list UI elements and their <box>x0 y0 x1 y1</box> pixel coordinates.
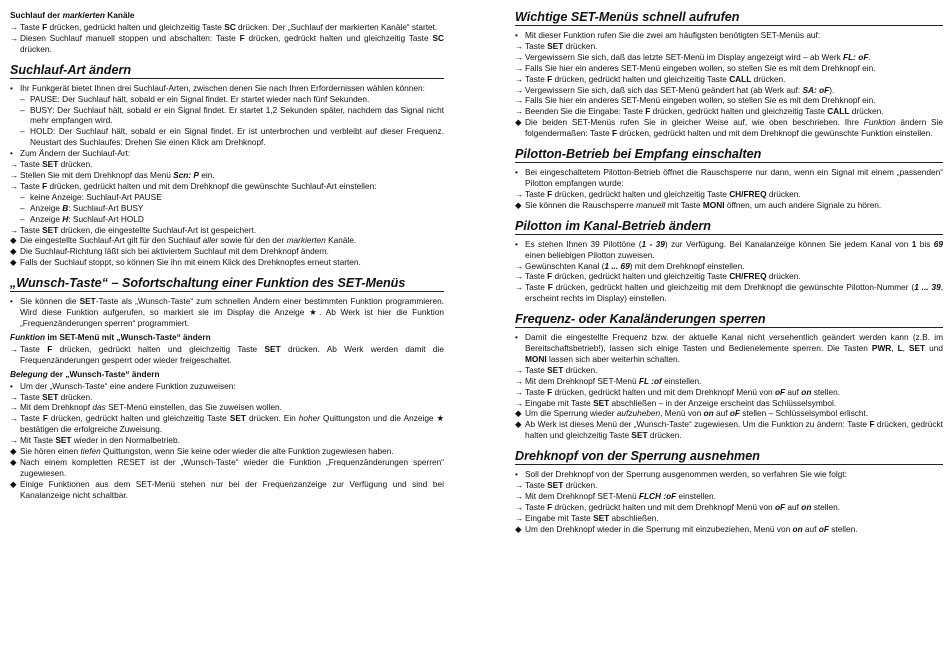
bullet-icon: • <box>515 30 518 40</box>
bullet-icon: • <box>10 296 13 307</box>
item-text: Soll der Drehknopf von der Sperrung ausgenommen werden, so verfahren Sie wie folgt: <box>525 469 847 480</box>
item-text: Zum Ändern der Suchlauf-Art: <box>20 148 131 159</box>
arrow-icon: → <box>515 397 524 408</box>
arrow-step <box>10 344 444 366</box>
arrow-step <box>10 435 444 446</box>
arrow-step <box>515 398 943 409</box>
arrow-icon: → <box>515 375 524 386</box>
diamond-icon: ◆ <box>10 478 17 489</box>
item-text: HOLD: Der Suchlauf hält, sobald er ein Signal findet. Er ist unterbrochen und verbleibt auf dieser Frequenz. Neustart des Suchlaufes: Drehen Sie einen Klick am Drehknopf. <box>30 126 444 148</box>
item-text: Taste F drücken, gedrückt halten und gleichzeitig Taste SET drücken. Ein hoher Quittungston und die Anzeige ★ bestätigen die erfolgreiche Zuweisung. <box>20 413 444 435</box>
diamond-icon: ◆ <box>515 408 522 419</box>
item-text: Taste F drücken, gedrückt halten und gleichzeitig Taste CH/FREQ drücken. <box>525 271 801 282</box>
item-text: Es stehen Ihnen 39 Pilottöne (1 - 39) zur Verfügung. Bei Kanalanzeige können Sie jedem Kanal von 1 bis 69 einen beliebigen Pilotton zuweisen. <box>525 238 943 260</box>
arrow-icon: → <box>10 391 19 402</box>
arrow-icon: → <box>515 40 524 51</box>
arrow-step <box>10 413 444 435</box>
bullet-item <box>515 469 943 480</box>
item-text: Ihr Funkgerät bietet Ihnen drei Suchlauf-Arten, zwischen denen Sie nach Ihren Erfordernissen wählen können: <box>20 82 425 93</box>
arrow-step <box>10 159 444 170</box>
bullet-icon: • <box>10 148 13 159</box>
bullet-item <box>515 239 943 261</box>
item-text: Taste F drücken, gedrückt halten und mit dem Drehknopf Menü von oF auf on stellen. <box>525 386 841 397</box>
right-column <box>515 10 943 535</box>
arrow-step <box>515 491 943 502</box>
arrow-icon: → <box>515 95 524 106</box>
dash-icon: – <box>20 93 25 104</box>
note-item <box>10 246 444 257</box>
arrow-step <box>515 63 943 74</box>
bullet-item <box>515 30 943 41</box>
item-text: Falls Sie hier ein anderes SET-Menü eingeben wollen, so stellen Sie es mit dem Drehknopf ein. <box>525 62 876 73</box>
item-text: Stellen Sie mit dem Drehknopf das Menü Scn: P ein. <box>20 169 215 180</box>
item-text: PAUSE: Der Suchlauf hält, sobald er ein Signal findet. Er startet wieder nach fünf Sekunden. <box>30 93 370 104</box>
diamond-icon: ◆ <box>515 199 522 210</box>
item-text: Um der „Wunsch-Taste“ eine andere Funktion zuzuweisen: <box>20 380 236 391</box>
item-text: Gewünschten Kanal (1 ... 69) mit dem Drehknopf einstellen. <box>525 260 745 271</box>
dash-item <box>10 94 444 105</box>
arrow-icon: → <box>515 512 524 523</box>
arrow-step <box>515 513 943 524</box>
dash-icon: – <box>20 213 25 224</box>
item-text: Mit dem Drehknopf SET-Menü FL :of einstellen. <box>525 375 702 386</box>
arrow-icon: → <box>10 413 19 424</box>
item-text: Einige Funktionen aus dem SET-Menü stehen nur bei der Frequenzanzeige zur Verfügung und sind bei Kanalanzeige nicht schaltbar. <box>20 478 444 500</box>
note-item <box>515 117 943 139</box>
arrow-icon: → <box>10 169 19 180</box>
item-text: Mit dem Drehknopf das SET-Menü einstellen, das Sie zuweisen wollen. <box>20 402 282 413</box>
diamond-icon: ◆ <box>10 235 17 246</box>
item-text: Die Suchlauf-Richtung läßt sich bei aktiviertem Suchlauf mit dem Drehknopf ändern. <box>20 246 329 257</box>
bullet-item <box>10 381 444 392</box>
section-heading: Drehknopf von der Sperrung ausnehmen <box>515 449 943 465</box>
arrow-step <box>515 106 943 117</box>
arrow-icon: → <box>515 271 524 282</box>
section-heading: Suchlauf-Art ändern <box>10 63 444 79</box>
item-text: Diesen Suchlauf manuell stoppen und abschalten: Taste F drücken, gedrückt halten und gleichzeitig Taste SC drücken. <box>20 32 444 54</box>
arrow-icon: → <box>10 180 19 191</box>
item-text: Eingabe mit Taste SET abschließen. <box>525 512 659 523</box>
dash-icon: – <box>20 126 25 137</box>
arrow-step <box>10 181 444 192</box>
section-heading: Pilotton im Kanal-Betrieb ändern <box>515 219 943 235</box>
arrow-icon: → <box>515 62 524 73</box>
diamond-icon: ◆ <box>515 117 522 128</box>
dash-item <box>10 105 444 127</box>
item-text: Taste SET drücken. <box>20 159 93 170</box>
arrow-step <box>515 502 943 513</box>
arrow-step <box>515 387 943 398</box>
arrow-icon: → <box>515 260 524 271</box>
item-text: Anzeige B: Suchlauf-Art BUSY <box>30 202 144 213</box>
item-text: Taste F drücken, gedrückt halten und gleichzeitig Taste CALL drücken. <box>525 73 786 84</box>
arrow-icon: → <box>10 224 19 235</box>
note-item <box>10 235 444 246</box>
subheading: Suchlauf der markierten Kanäle <box>10 10 135 20</box>
note-item <box>515 419 943 441</box>
note-item <box>515 524 943 535</box>
arrow-step <box>515 95 943 106</box>
arrow-step <box>515 189 943 200</box>
item-text: Ab Werk ist dieses Menü der „Wunsch-Taste“ zugewiesen. Um die Funktion zu ändern: Taste F drücken, gedrückt halten und gleichzeitig Taste SET drücken. <box>525 419 943 441</box>
arrow-icon: → <box>10 159 19 170</box>
item-text: Die eingestellte Suchlauf-Art gilt für den Suchlauf aller sowie für den der markierten Kanäle. <box>20 235 357 246</box>
item-text: Beenden Sie die Eingabe: Taste F drücken, gedrückt halten und gleichzeitig Taste CALL drücken. <box>525 106 884 117</box>
arrow-icon: → <box>515 73 524 84</box>
bullet-item <box>10 148 444 159</box>
arrow-icon: → <box>515 106 524 117</box>
item-text: Damit die eingestellte Frequenz bzw. der aktuelle Kanal nicht versehentlich geändert werden kann (z.B. im Bereitschaftsbetrieb!), lassen sich einige Tasten und Bedienelemente sperren. Die Tasten PWR, L, SET und MONI lassen sich aber weiterhin schalten. <box>525 332 943 364</box>
arrow-step <box>515 41 943 52</box>
item-text: Sie können die SET-Taste als „Wunsch-Taste“ zum schnellen Ändern einer bestimmten Funktion programmieren. Wird diese Funktion aufgerufen, so markiert sie im Display die Anzeige ★. Ab Werk ist hier die Funktion „Frequenzänderungen sperren“ programmiert. <box>20 296 444 328</box>
arrow-step <box>515 480 943 491</box>
item-text: Anzeige H: Suchlauf-Art HOLD <box>30 213 144 224</box>
item-text: Um die Sperrung wieder aufzuheben, Menü von on auf oF stellen – Schlüsselsymbol erlischt. <box>525 408 869 419</box>
section-heading: Frequenz- oder Kanaländerungen sperren <box>515 312 943 328</box>
arrow-step <box>10 225 444 236</box>
item-text: Vergewissern Sie sich, daß das letzte SET-Menü im Display angezeigt wird – ab Werk FL: oF. <box>525 51 871 62</box>
item-text: Taste F drücken, gedrückt halten und gleichzeitig Taste CH/FREQ drücken. <box>525 188 801 199</box>
item-text: Um den Drehknopf wieder in die Sperrung mit einzubeziehen, Menü von on auf oF stellen. <box>525 523 858 534</box>
dash-item <box>10 126 444 148</box>
note-item <box>10 257 444 268</box>
bullet-icon: • <box>515 332 518 343</box>
bullet-item <box>10 83 444 94</box>
item-text: Sie hören einen tiefen Quittungston, wenn Sie keine oder wieder die alte Funktion zugewiesen haben. <box>20 446 394 457</box>
dash-item <box>10 203 444 214</box>
bullet-icon: • <box>515 167 518 178</box>
item-text: Die beiden SET-Menüs rufen Sie in gleicher Weise auf, wie oben beschrieben. Ihre Funktion ändern Sie folgendermaßen: Taste F drücken, gedrückt halten und mit dem Drehknopf die gewünschte Funktion einstellen. <box>525 117 944 139</box>
dash-item <box>10 192 444 203</box>
arrow-icon: → <box>515 386 524 397</box>
arrow-step <box>10 392 444 403</box>
item-text: Falls Sie hier ein anderes SET-Menü eingeben wollen, so stellen Sie es mit dem Drehknopf ein. <box>525 95 876 106</box>
arrow-step <box>10 33 444 55</box>
section-heading: Pilotton-Betrieb bei Empfang einschalten <box>515 147 943 163</box>
item-text: keine Anzeige: Suchlauf-Art PAUSE <box>30 191 162 202</box>
bullet-icon: • <box>10 82 13 93</box>
diamond-icon: ◆ <box>10 446 17 457</box>
item-text: Eingabe mit Taste SET abschließen – in der Anzeige erscheint das Schlüsselsymbol. <box>525 397 837 408</box>
arrow-step <box>10 402 444 413</box>
item-text: Taste SET drücken. <box>525 364 598 375</box>
item-text: Taste F drücken, gedrückt halten und mit dem Drehknopf Menü von oF auf on stellen. <box>525 501 841 512</box>
item-text: Taste F drücken, gedrückt halten und gleichzeitig mit dem Drehknopf die gewünschte Pilotton-Nummer (1 ... 39, erscheint rechts im Display) einstellen. <box>525 282 943 304</box>
note-item <box>515 200 943 211</box>
diamond-icon: ◆ <box>515 419 522 430</box>
arrow-icon: → <box>10 32 19 43</box>
dash-icon: – <box>20 104 25 115</box>
item-text: Bei eingeschaltetem Pilotton-Betrieb öffnet die Rauschsperre nur dann, wenn ein Signal mit einem „passenden“ Pilotton empfangen wurde: <box>525 167 943 188</box>
arrow-icon: → <box>10 402 19 413</box>
item-text: Taste F drücken, gedrückt halten und mit dem Drehknopf die gewünschte Suchlauf-Art einstellen: <box>20 180 377 191</box>
arrow-icon: → <box>10 343 19 354</box>
subheading: Belegung der „Wunsch-Taste“ ändern <box>10 368 160 379</box>
arrow-step <box>515 52 943 63</box>
arrow-icon: → <box>10 22 19 32</box>
item-text: Mit dieser Funktion rufen Sie die zwei am häufigsten benötigten SET-Menüs auf: <box>525 30 821 40</box>
diamond-icon: ◆ <box>515 523 522 534</box>
arrow-icon: → <box>515 84 524 95</box>
arrow-icon: → <box>515 188 524 199</box>
item-text: Nach einem kompletten RESET ist der „Wunsch-Taste“ wieder die Funktion „Frequenzänderungen sperren“ zugewiesen. <box>20 457 444 478</box>
arrow-icon: → <box>515 364 524 375</box>
arrow-step <box>515 74 943 85</box>
arrow-step <box>515 85 943 96</box>
arrow-step <box>515 261 943 272</box>
item-text: Taste SET drücken. <box>525 480 598 491</box>
dash-item <box>10 214 444 225</box>
arrow-icon: → <box>515 501 524 512</box>
item-text: Sie können die Rauschsperre manuell mit Taste MONI öffnen, um auch andere Signale zu hören. <box>525 199 882 210</box>
item-text: Falls der Suchlauf stoppt, so können Sie ihn mit einem Klick des Drehknopfes erneut starten. <box>20 257 361 268</box>
bullet-icon: • <box>10 380 13 391</box>
bullet-item <box>515 167 943 189</box>
dash-icon: – <box>20 191 25 202</box>
arrow-step <box>515 365 943 376</box>
arrow-icon: → <box>515 51 524 62</box>
arrow-icon: → <box>10 435 19 446</box>
subheading: Funktion im SET-Menü mit „Wunsch-Taste“ ändern <box>10 331 211 342</box>
bullet-item <box>10 296 444 329</box>
diamond-icon: ◆ <box>10 257 17 268</box>
item-text: BUSY: Der Suchlauf hält, sobald er ein Signal findet. Er startet 1,2 Sekunden später, nachdem das Signal nicht mehr empfangen wird. <box>30 104 444 126</box>
note-item <box>515 408 943 419</box>
arrow-icon: → <box>515 491 524 501</box>
item-text: Taste SET drücken. <box>20 391 93 402</box>
arrow-step <box>10 22 444 33</box>
item-text: Vergewissern Sie sich, daß sich das SET-Menü geändert hat (ab Werk auf: SA: oF). <box>525 84 835 95</box>
item-text: Taste SET drücken, die eingestellte Suchlauf-Art ist gespeichert. <box>20 224 257 235</box>
note-item <box>10 446 444 457</box>
arrow-step <box>515 271 943 282</box>
section-heading: Wichtige SET-Menüs schnell aufrufen <box>515 10 943 26</box>
arrow-icon: → <box>515 480 524 491</box>
note-item <box>10 479 444 501</box>
diamond-icon: ◆ <box>10 246 17 257</box>
bullet-icon: • <box>515 469 518 480</box>
dash-icon: – <box>20 202 25 213</box>
note-item <box>10 457 444 479</box>
bullet-item <box>515 332 943 365</box>
arrow-icon: → <box>515 282 524 293</box>
diamond-icon: ◆ <box>10 457 17 467</box>
left-column <box>10 10 444 501</box>
item-text: Mit dem Drehknopf SET-Menü FLCH :oF einstellen. <box>525 491 716 501</box>
section-heading: „Wunsch-Taste“ – Sofortschaltung einer Funktion des SET-Menüs <box>10 276 444 292</box>
arrow-step <box>515 282 943 304</box>
arrow-step <box>515 376 943 387</box>
item-text: Mit Taste SET wieder in den Normalbetrieb. <box>20 435 180 446</box>
arrow-step <box>10 170 444 181</box>
item-text: Taste F drücken, gedrückt halten und gleichzeitig Taste SC drücken. Der „Suchlauf der markierten Kanäle“ startet. <box>20 22 438 32</box>
item-text: Taste F drücken, gedrückt halten und gleichzeitig Taste SET drücken. Ab Werk werden damit die Frequenzänderungen gesperrt oder wieder freigeschaltet. <box>20 343 444 365</box>
item-text: Taste SET drücken. <box>525 40 598 51</box>
bullet-icon: • <box>515 238 518 249</box>
